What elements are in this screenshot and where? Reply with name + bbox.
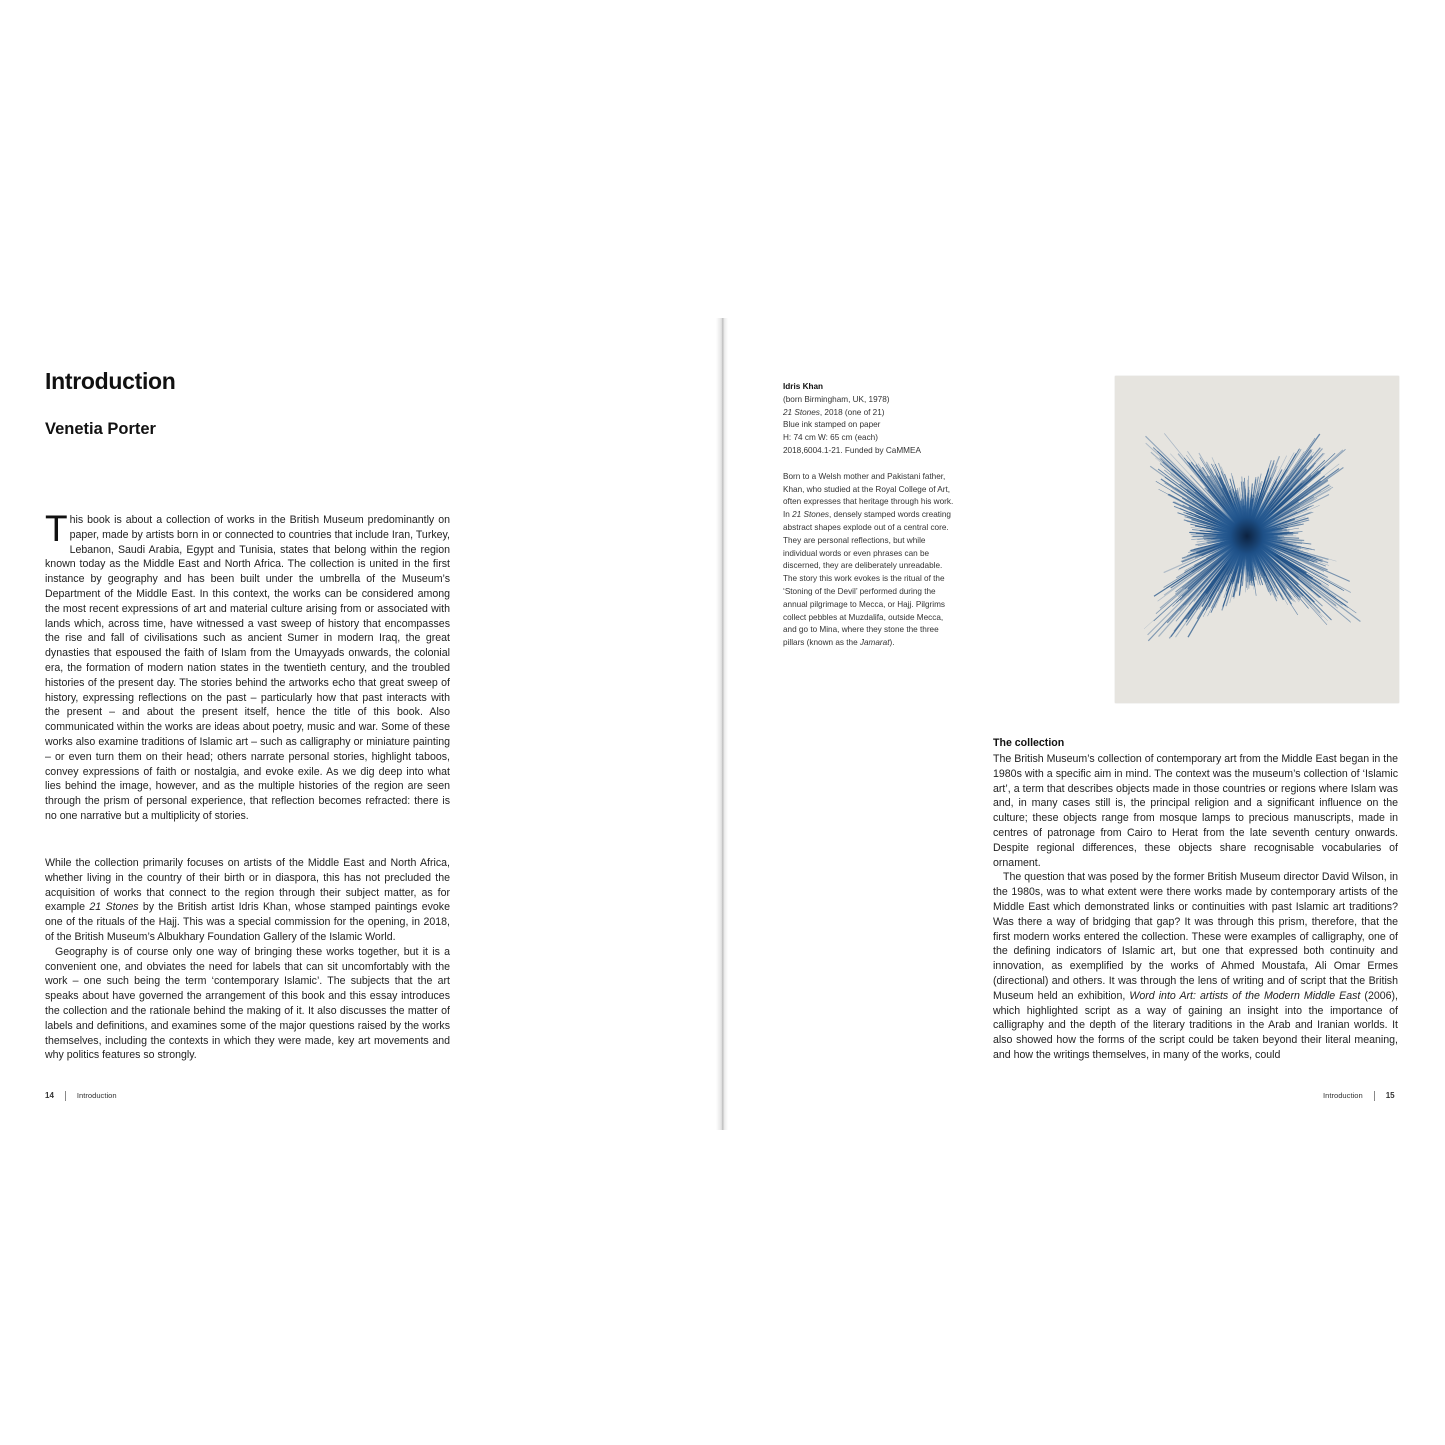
exhibition-title-italic: Word into Art: artists of the Modern Middle East [1129, 989, 1361, 1002]
caption-text-a: Born to a Welsh mother and Pakistani father, Khan, who studied at the Royal College of Art, often expresses that heritage through his work. In [783, 471, 954, 520]
author-name: Venetia Porter [45, 420, 156, 438]
drop-cap: T [45, 508, 68, 549]
intro-paragraphs-2-3 [45, 856, 450, 1063]
caption-artist: Idris Khan [783, 382, 824, 391]
right-footer [1323, 1091, 1395, 1101]
page-title: Introduction [45, 368, 176, 394]
caption-registration: 2018,6004.1-21. Funded by CaMMEA [783, 445, 921, 455]
running-head-right: Introduction [1323, 1091, 1363, 1100]
caption-work-title: 21 Stones [783, 407, 820, 417]
page-gutter [716, 318, 728, 1130]
collection-paragraph-1: The British Museum’s collection of contemporary art from the Middle East began in the 1980s with a specific aim in mind. The context was the museum’s collection of ‘Islamic art’, a term that describes objects made in those countries or regions where Islam was and, in many cases still is, the principal religion and a significant influence on the culture; these objects range from mosque lamps to precious manuscripts, made in centres of patronage from Cairo to Herat from the late seventh century onwards. Despite regional differences, these objects share recognisable vocabularies of ornament. [993, 753, 1398, 869]
ink-burst-graphic [1115, 376, 1399, 703]
intro-paragraph-3: Geography is of course only one way of bringing these works together, but it is a convenient one, and obviates the need for labels that can sit uncomfortably with the work – one such being the term ‘contemporary Islamic’. The subjects that the art speaks about have governed the arrangement of this book and this essay introduces the collection and the rationale behind the making of it. It also discusses the matter of labels and definitions, and examines some of the major questions raised by the works themselves, including the contexts in which they were made, key art movements and why politics features so strongly. [45, 945, 450, 1062]
collection-paragraph-2-text-a: The question that was posed by the former British Museum director David Wilson, in the 1980s, was to what extent were there works made by contemporary artists of the Middle East which demonstrated links or continuities with past Islamic art traditions? Was there a way of bridging that gap? It was through this prism, therefore, that the first modern works entered the collection. These were examples of calligraphy, one of the defining indicators of Islamic art, but one that expressed both continuity and innovation, as exemplified by the works of Ahmed Moustafa, Ali Omar Ermes (directional) and others. It was through the lens of writing and of script that the British Museum held an exhibition, [993, 871, 1398, 1002]
intro-paragraph-1 [45, 508, 450, 824]
caption-work [783, 407, 955, 420]
page-number-left: 14 [45, 1091, 54, 1100]
caption-text-c: ). [889, 638, 895, 648]
artwork-caption [783, 381, 955, 650]
intro-paragraph-2-text-a: While the collection primarily focuses on artists of the Middle East and North Africa, whether living in the country of their birth or in diaspora, this has not precluded the acquisition of works that connect to the region through their subject matter, as for example [45, 857, 450, 914]
artwork-title-italic: 21 Stones [89, 901, 139, 914]
caption-medium: Blue ink stamped on paper [783, 420, 881, 430]
artwork-image-21-stones [1115, 376, 1399, 703]
intro-paragraph-2-text-b: by the British artist Idris Khan, whose stamped paintings evoke one of the rituals of the Hajj. This was a special commission for the opening, in 2018, of the British Museum’s Albukhary Foundation Gallery of the Islamic World. [45, 901, 450, 943]
caption-description [783, 471, 955, 650]
intro-paragraph-1-text: his book is about a collection of works in the British Museum predominantly on paper, made by artists born in or connected to countries that include Iran, Turkey, Lebanon, Saudi Arabia, Egypt and Tunisia, states that belong within the region known today as the Middle East and North Africa. The collection is united in the first instance by geography and has been built under the umbrella of the Museum’s Department of the Middle East. In this context, the works can be considered among the most recent expressions of art and material culture arising from or associated with lands which, across time, have witnessed a vast sweep of history that encompasses the rise and fall of civilisations such as ancient Sumer in modern Iraq, the great dynasties that espoused the faith of Islam from the Umayyads onwards, the colonial era, the formation of modern nation states in the twentieth century, and the troubled histories of the present day. The stories behind the artworks echo that great sweep of history, expressing reflections on the past – particularly how that past interacts with the present – and about the present itself, hence the title of this book. Also communicated within the works are ideas about poetry, music and war. Some of these works also examine traditions of Islamic art – such as calligraphy or miniature painting – or even turn them on their head; others narrate personal stories, highlight taboos, convey expressions of faith or nostalgia, and evoke exile. As we dig deep into what lies behind the image, however, and as the multiple histories of the region are seen through the prism of personal experience, that reflection becomes refracted: there is no one narrative but a multiplicity of stories. [45, 514, 450, 822]
left-footer [45, 1091, 117, 1101]
caption-dimensions: H: 74 cm W: 65 cm (each) [783, 433, 878, 443]
caption-text-italic-2: Jamarat [859, 638, 890, 648]
footer-divider [65, 1091, 66, 1101]
caption-text-b: , densely stamped words creating abstract shapes explode out of a central core. They are personal reflections, but while individual words or even phrases can be discerned, they are deliberately unreadable. The story this work evokes is the ritual of the ‘Stoning of the Devil’ performed during the annual pilgrimage to Mecca, or Hajj. Pilgrims collect pebbles at Muzdalifa, outside Mecca, and go to Mina, where they stone the three pillars (known as the [783, 510, 951, 648]
running-head-left: Introduction [76, 1091, 117, 1100]
page-number-right: 15 [1385, 1091, 1395, 1100]
intro-paragraph-2 [45, 856, 450, 945]
footer-divider-right [1374, 1091, 1375, 1101]
caption-born: (born Birmingham, UK, 1978) [783, 394, 890, 404]
caption-work-date: , 2018 (one of 21) [819, 407, 885, 417]
collection-paragraph-2-text-b: (2006), which highlighted script as a way of gaining an insight into the importance of calligraphy and the depth of the literary traditions in the Arab and Iranian worlds. It also showed how the forms of the script could be taken beyond their literal meaning, and how the writings themselves, in many of the works, could [993, 989, 1398, 1061]
collection-paragraphs [993, 752, 1398, 1063]
caption-text-italic: 21 Stones [792, 510, 829, 520]
collection-paragraph-2 [993, 870, 1398, 1062]
section-heading: The collection [993, 737, 1065, 749]
